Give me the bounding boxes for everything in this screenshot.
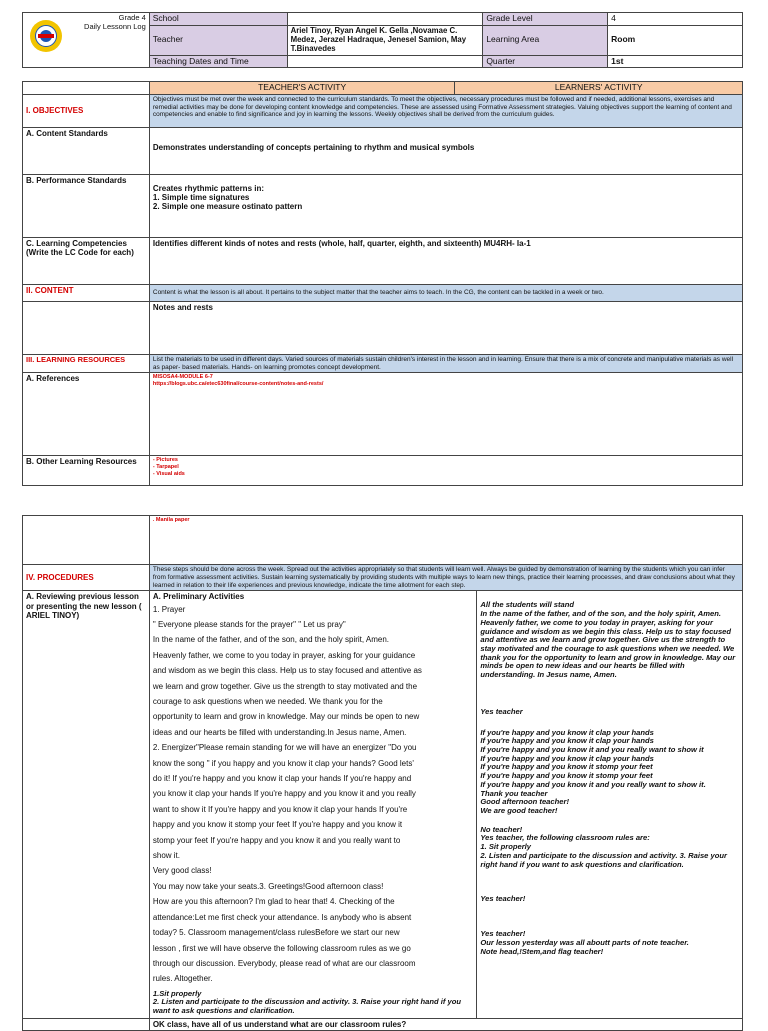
quarter-label: Quarter bbox=[483, 55, 608, 68]
learner-line: All the students will stand bbox=[480, 600, 575, 610]
teacher-line: " Everyone please stands for the prayer" " Let us pray" bbox=[152, 619, 346, 629]
teacher-line: through our discussion. Everybody, please read of what are our classroom bbox=[152, 958, 416, 968]
learner-line: Thank you teacher bbox=[480, 788, 548, 798]
learner-line: If you're happy and you know it clap your hands bbox=[480, 736, 654, 746]
learners-activity-cell bbox=[477, 591, 743, 1019]
learner-response-block bbox=[480, 826, 739, 870]
grade-level-label: Grade Level bbox=[483, 13, 608, 26]
learner-line: 2. Listen and participate to the discussion and activity. 3. Raise your right hand if you want to ask questions and clarification. bbox=[480, 850, 727, 869]
school-label: School bbox=[149, 13, 287, 26]
learner-response-block bbox=[480, 601, 739, 679]
teacher-line: Very good class! bbox=[152, 866, 212, 876]
teacher-line: 2. Energizer"Please remain standing for we will have an energizer "Do you bbox=[152, 743, 417, 753]
grade-level-value: 4 bbox=[608, 13, 743, 26]
learners-activity-header: LEARNERS' ACTIVITY bbox=[455, 82, 743, 95]
learner-line: We are good teacher! bbox=[480, 806, 558, 816]
learner-response-block bbox=[480, 930, 739, 956]
procedures-label: IV. PROCEDURES bbox=[23, 565, 150, 591]
learner-line: If you're happy and you know it stomp your feet bbox=[480, 771, 653, 781]
other-resources-value: - Pictures - Tarpapel - Visual aids bbox=[149, 456, 742, 486]
header-table bbox=[22, 12, 743, 68]
content-label: II. CONTENT bbox=[23, 284, 150, 301]
teacher-line: know the song " if you happy and you know it clap your hands? Good lets' bbox=[152, 758, 414, 768]
lesson-plan-table bbox=[22, 81, 743, 486]
references-value: MISOSA4-MODULE 6-7 https://blogs.ubc.ca/etec630final/course-content/notes-and-rests/ bbox=[149, 373, 742, 456]
teacher-line: lesson , first we will have observe the following classroom rules as we go bbox=[152, 943, 411, 953]
learner-line: Note head,!Stem,and flag teacher! bbox=[480, 946, 604, 956]
teacher-value: Ariel Tinoy, Ryan Angel K. Gella ,Novamae C. Medez, Jerazel Hadraque, Jenesel Samion, May T.Binavedes bbox=[287, 25, 483, 55]
learner-line: 1. Sit properly bbox=[480, 842, 532, 852]
learner-line: Good afternoon teacher! bbox=[480, 797, 569, 807]
content-value: Notes and rests bbox=[149, 301, 742, 354]
content-note: Content is what the lesson is all about. It pertains to the subject matter that the teacher aims to teach. In the CG, the content can be tackled in a week or two. bbox=[149, 284, 742, 301]
objectives-label: I. OBJECTIVES bbox=[23, 94, 150, 127]
learner-line: Yes teacher! bbox=[480, 929, 526, 939]
header-logo-cell bbox=[23, 13, 150, 68]
quarter-value: 1st bbox=[608, 55, 743, 68]
procedure-a-label: A. Reviewing previous lesson or presenting the new lesson ( ARIEL TINOY) bbox=[23, 591, 150, 1019]
teacher-line: rules. Altogether. bbox=[152, 974, 213, 984]
learner-line: Yes teacher! bbox=[480, 894, 526, 904]
performance-standards-value: Creates rhythmic patterns in: 1. Simple time signatures 2. Simple one measure ostinato pattern bbox=[149, 174, 742, 237]
teacher-line: You may now take your seats.3. Greetings!Good afternoon class! bbox=[152, 881, 384, 891]
competencies-value: Identifies different kinds of notes and rests (whole, half, quarter, eighth, and sixteenth) MU4RH- Ia-1 bbox=[149, 237, 742, 284]
next-page-table bbox=[22, 1018, 743, 1031]
competencies-label: C. Learning Competencies (Write the LC Code for each) bbox=[23, 237, 150, 284]
teacher-line: show it. bbox=[152, 851, 180, 861]
teacher-line: In the name of the father, and of the son, and the holy spirit, Amen. bbox=[152, 635, 390, 645]
performance-standards-label: B. Performance Standards bbox=[23, 174, 150, 237]
learner-response-block bbox=[480, 895, 739, 904]
dates-label: Teaching Dates and Time bbox=[149, 55, 287, 68]
school-seal-icon bbox=[30, 20, 62, 52]
learner-line: If you're happy and you know it stomp your feet bbox=[480, 762, 653, 772]
school-value bbox=[287, 13, 483, 26]
learner-line: If you're happy and you know it and you really want to show it bbox=[480, 745, 704, 755]
teacher-rules: 1.Sit properly 2. Listen and participate to the discussion and activity. 3. Raise your right hand if you want to ask questions and clarification. bbox=[152, 988, 462, 1016]
teacher-line: you know it clap your hands If you're happy and you know it and you really bbox=[152, 789, 416, 799]
extra-resource: . Manila paper bbox=[149, 516, 742, 565]
other-resources-label: B. Other Learning Resources bbox=[23, 456, 150, 486]
learner-line: No teacher! bbox=[480, 824, 523, 834]
references-label: A. References bbox=[23, 373, 150, 456]
teacher-line: we learn and grow together. Give us the strength to stay motivated and the bbox=[152, 681, 418, 691]
teacher-line: and wisdom as we begin this class. Help us to stay focused and attentive as bbox=[152, 666, 422, 676]
learner-line: Heavenly father, we come to you today in prayer, asking for your guidance and wisdom as we begin this class. Help us to stay focused and attentive as we learn and grow together. Give us the strength to stay motivated and the courage to ask questions when we needed. We thank you for the opportunity to learn and grow in knowledge. May our minds be open to new ideas and our hearts be filled with understanding. In Jesus name, Amen. bbox=[480, 617, 736, 680]
teacher-line: courage to ask questions when we needed. We thank you for the bbox=[152, 697, 383, 707]
teacher-line: opportunity to learn and grow in knowledge. May our minds be open to new bbox=[152, 712, 420, 722]
teacher-line: ideas and our hearts be filled with understanding.In Jesus name, Amen. bbox=[152, 727, 407, 737]
teacher-line: want to show it If you're happy and you know it clap your hands If you're bbox=[152, 804, 408, 814]
content-standards-value: Demonstrates understanding of concepts pertaining to rhythm and musical symbols bbox=[149, 127, 742, 174]
learner-line: In the name of the father, and of the son, and the holy spirit, Amen. bbox=[480, 609, 722, 619]
learner-line: Yes teacher, the following classroom rules are: bbox=[480, 833, 650, 843]
teacher-line: happy and you know it stomp your feet If you're happy and you know it bbox=[152, 820, 403, 830]
preliminary-heading: A. Preliminary Activities bbox=[152, 592, 245, 602]
log-title: Daily Lessonn Log bbox=[84, 22, 146, 31]
teacher-script bbox=[153, 602, 474, 987]
learner-line: Yes teacher bbox=[480, 706, 523, 716]
procedures-note: These steps should be done across the week. Spread out the activities appropriately so that students will learn well. Always be guided by demonstration of learning by the students which you can infer from formative assessment activities. Sustain learning systematically by providing students with multiple ways to learn new things, practice their learning processes, and draw conclusions about what they learned in relation to their life experiences and previous knowledge, indicate the time allotment for each step. bbox=[149, 565, 742, 591]
grade-label: Grade 4 bbox=[118, 13, 146, 22]
content-standards-label: A. Content Standards bbox=[23, 127, 150, 174]
teacher-line: 1. Prayer bbox=[152, 604, 186, 614]
next-line: OK class, have all of us understand what are our classroom rules? bbox=[149, 1019, 742, 1031]
learning-area-label: Learning Area bbox=[483, 25, 608, 55]
learner-response-block bbox=[480, 708, 739, 717]
teacher-label: Teacher bbox=[149, 25, 287, 55]
teacher-line: Heavenly father, we come to you today in prayer, asking for your guidance bbox=[152, 650, 416, 660]
learner-line: If you're happy and you know it and you really want to show it. bbox=[480, 779, 706, 789]
learner-line: Our lesson yesterday was all aboutt parts of note teacher. bbox=[480, 937, 689, 947]
teacher-line: attendance:Let me first check your attendance. Is anybody who is absent bbox=[152, 912, 412, 922]
teacher-line: How are you this afternoon? I'm glad to hear that! 4. Checking of the bbox=[152, 897, 395, 907]
learning-area-value: Room bbox=[608, 25, 743, 55]
learner-line: If you're happy and you know it clap your hands bbox=[480, 727, 654, 737]
learner-line: If you're happy and you know it clap your hands bbox=[480, 753, 654, 763]
learner-response-block bbox=[480, 729, 739, 816]
dates-value bbox=[287, 55, 483, 68]
teacher-activity-cell bbox=[149, 591, 477, 1019]
objectives-note: Objectives must be met over the week and connected to the curriculum standards. To meet the objectives, necessary procedures must be followed and if needed, additional lessons, exercises and remedial activities may be done for developing content knowledge and competencies. These are assessed using Formative Assessment strategies. Valuing objectives support the learning of content and competencies and enable to find significance and joy in learning the lessons. Weekly objectives shall be derived from the curriculum guides. bbox=[149, 94, 742, 127]
teacher-activity-header: TEACHER'S ACTIVITY bbox=[149, 82, 455, 95]
teacher-line: today? 5. Classroom management/class rulesBefore we start our new bbox=[152, 928, 400, 938]
procedures-table bbox=[22, 515, 743, 1019]
teacher-line: do it! If you're happy and you know it clap your hands If you're happy and bbox=[152, 774, 412, 784]
teacher-line: stomp your feet If you're happy and you know it and you really want to bbox=[152, 835, 401, 845]
resources-label: III. LEARNING RESOURCES bbox=[23, 354, 150, 373]
resources-note: List the materials to be used in different days. Varied sources of materials sustain children's interest in the lesson and in learning. Ensure that there is a mix of concrete and manipulative materials as well as paper- based materials. Hands- on learning promotes concept development. bbox=[149, 354, 742, 373]
